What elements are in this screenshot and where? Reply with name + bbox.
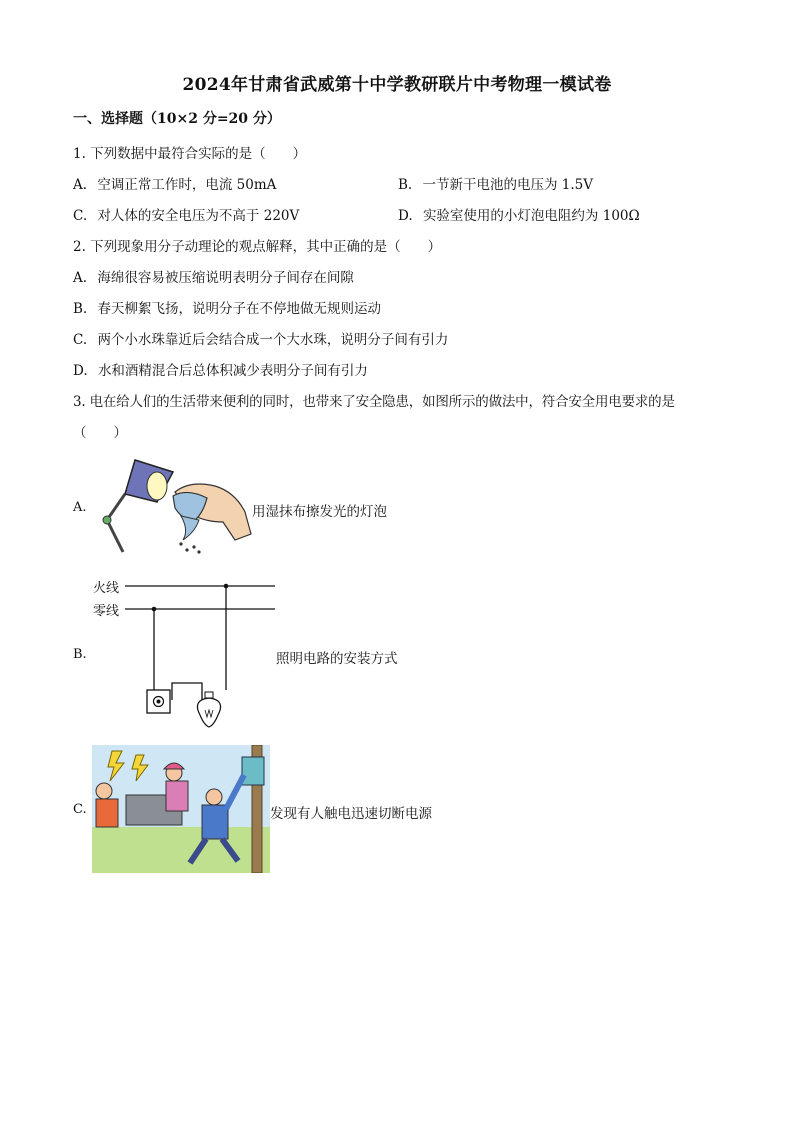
option-text: 空调正常工作时，电流 50mA [97, 177, 277, 193]
victim-head [96, 783, 112, 799]
section-heading: 一、选择题（10×2 分=20 分） [73, 111, 281, 127]
q2-option-b [73, 297, 381, 317]
light-bulb-icon [197, 698, 220, 727]
option-label: C. [73, 332, 88, 348]
option-text: 实验室使用的小灯泡电阻约为 100Ω [422, 208, 640, 224]
q3-option-c-label: C. [73, 802, 87, 817]
question-2-stem: 2. 下列现象用分子动理论的观点解释，其中正确的是（ ） [73, 239, 442, 255]
q2-option-d [73, 359, 368, 379]
ground [92, 827, 270, 873]
q1-option-a [73, 173, 276, 193]
water-drop [192, 545, 195, 548]
option-label: B. [73, 301, 88, 317]
option-label: B. [398, 177, 413, 193]
option-label: C. [73, 208, 88, 224]
option-label: D. [73, 363, 88, 379]
option-text: 水和酒精混合后总体积减少表明分子间有引力 [97, 363, 368, 379]
cloth-drape [181, 516, 199, 540]
option-text: 一节新干电池的电压为 1.5V [422, 177, 594, 193]
question-1-stem: 1. 下列数据中最符合实际的是（ ） [73, 146, 307, 162]
option-text: 对人体的安全电压为不高于 220V [97, 208, 300, 224]
q3-option-a-caption: 用湿抹布擦发光的灯泡 [252, 504, 387, 520]
option-label: A. [73, 177, 88, 193]
lamp-joint [103, 516, 111, 524]
lamp-arm [107, 494, 125, 520]
lamp-stand [107, 520, 123, 552]
q3-option-c-caption: 发现有人触电迅速切断电源 [270, 806, 432, 822]
power-switch-box-icon [242, 757, 264, 785]
water-drop [197, 550, 200, 553]
water-drop [179, 542, 182, 545]
page-title: 2024年甘肃省武威第十中学教研联片中考物理一模试卷 [182, 75, 612, 95]
option-text: 春天柳絮飞扬，说明分子在不停地做无规则运动 [97, 301, 382, 317]
q2-option-c [73, 328, 448, 348]
bulb-socket [205, 692, 213, 698]
wet-cloth-lamp-image [95, 452, 255, 557]
q3-option-b-caption: 照明电路的安装方式 [276, 651, 398, 667]
cut-power-rescue-image [92, 745, 270, 873]
q1-option-c [73, 204, 299, 224]
q2-option-a [73, 266, 354, 286]
q3-option-a-label: A. [73, 500, 87, 515]
water-drop [185, 548, 188, 551]
neutral-wire-label: 零线 [93, 604, 120, 619]
man-body [202, 805, 228, 839]
question-3-stem-line1: 3. 电在给人们的生活带来便利的同时，也带来了安全隐患，如图所示的做法中，符合安全用电要求的是 [73, 394, 675, 410]
q3-option-b-label: B. [73, 647, 87, 662]
man-head [206, 789, 222, 805]
option-label: D. [398, 208, 413, 224]
wire-switch-bulb [172, 683, 202, 700]
option-text: 两个小水珠靠近后会结合成一个大水珠，说明分子间有引力 [97, 332, 449, 348]
q1-option-d [398, 204, 640, 224]
option-label: A. [73, 270, 88, 286]
switch-center [157, 700, 161, 704]
glowing-bulb-icon [147, 472, 167, 500]
option-text: 海绵很容易被压缩说明表明分子间存在间隙 [97, 270, 354, 286]
victim-body [96, 799, 118, 827]
question-3-stem-line2: （ ） [73, 425, 127, 441]
woman-body [166, 781, 188, 811]
q1-option-b [398, 173, 593, 193]
live-wire-label: 火线 [93, 581, 120, 596]
lighting-circuit-diagram [120, 575, 280, 735]
